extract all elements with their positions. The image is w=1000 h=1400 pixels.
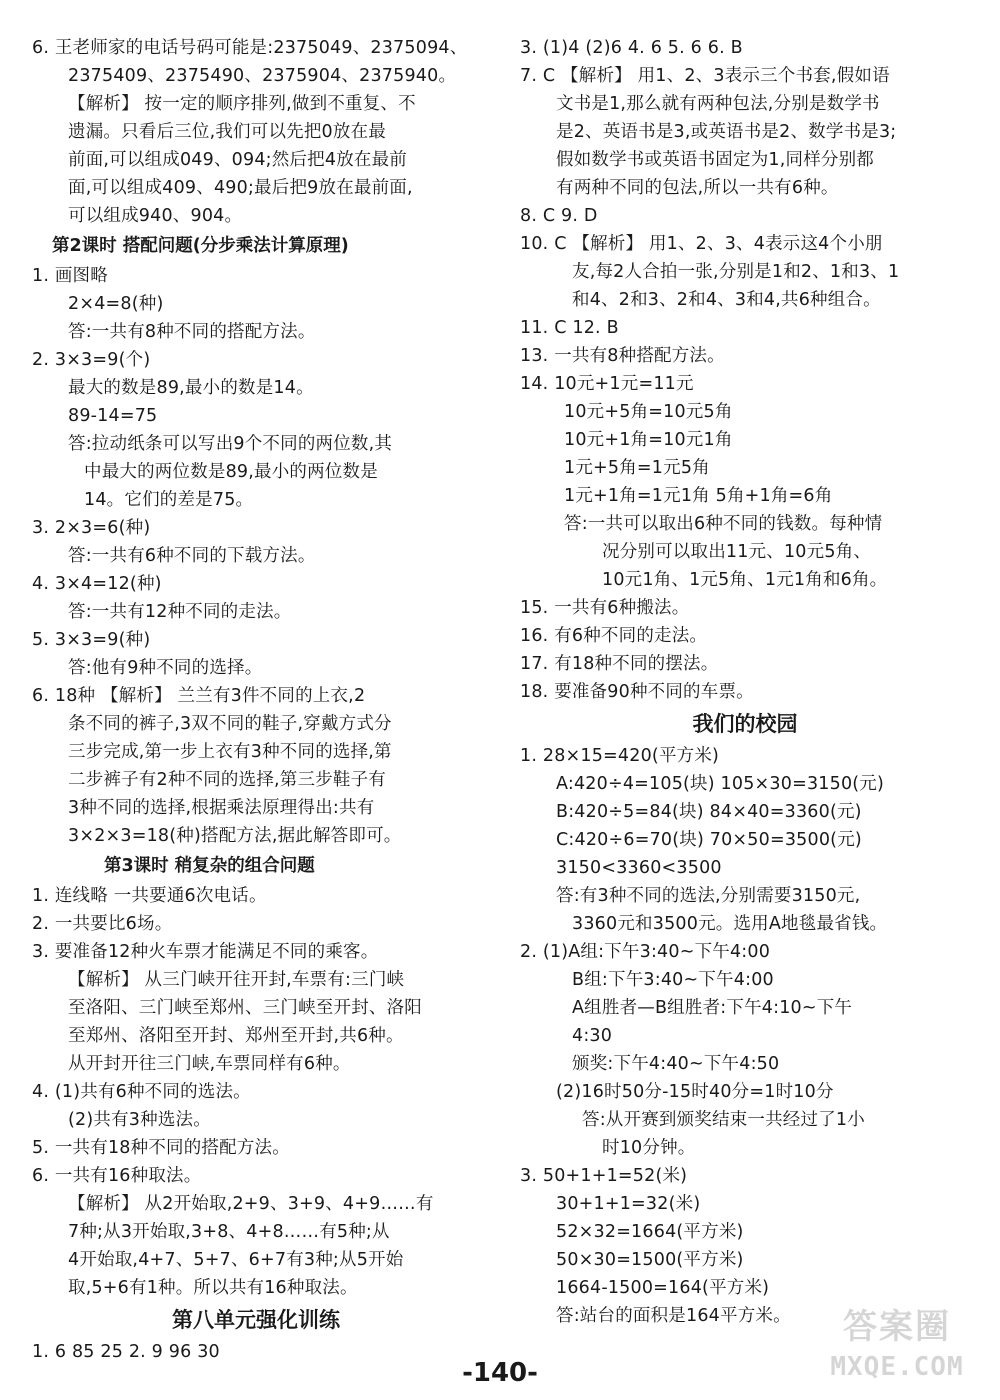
text-line: 8. C 9. D <box>520 206 598 226</box>
text-line: 颁奖:下午4:40~下午4:50 <box>572 1054 780 1074</box>
text-line: 4:30 <box>572 1026 613 1046</box>
text-line: B组:下午3:40~下午4:00 <box>572 970 774 990</box>
section-heading: 我们的校园 <box>692 712 798 736</box>
text-line: 1元+1角=1元1角 5角+1角=6角 <box>564 486 833 506</box>
text-line: 从开封开往三门峡,车票同样有6种。 <box>68 1054 351 1074</box>
text-line: 1. 28×15=420(平方米) <box>520 746 720 766</box>
text-line: 10元+5角=10元5角 <box>564 402 733 422</box>
text-line: 最大的数是89,最小的数是14。 <box>68 378 314 398</box>
text-line: 14。它们的差是75。 <box>84 490 254 510</box>
text-line: C:420÷6=70(块) 70×50=3500(元) <box>556 830 862 850</box>
text-line: 1. 画图略 <box>32 266 108 286</box>
text-line: 6. 一共有16种取法。 <box>32 1166 202 1186</box>
text-line: 1. 连线略 一共要通6次电话。 <box>32 886 267 906</box>
section-heading: 第八单元强化训练 <box>172 1308 340 1332</box>
text-line: 中最大的两位数是89,最小的两位数是 <box>84 462 378 482</box>
text-line: 取,5+6有1种。所以共有16种取法。 <box>68 1278 358 1298</box>
text-line: 时10分钟。 <box>602 1138 696 1158</box>
text-line: 30+1+1=32(米) <box>556 1194 701 1214</box>
text-line: 4. 3×4=12(种) <box>32 574 162 594</box>
text-line: 文书是1,那么就有两种包法,分别是数学书 <box>556 94 880 114</box>
text-line: 【解析】 从三门峡开往开封,车票有:三门峡 <box>68 970 405 990</box>
text-line: 有两种不同的包法,所以一共有6种。 <box>556 178 839 198</box>
text-line: 答:一共可以取出6种不同的钱数。每种情 <box>564 514 883 534</box>
text-line: 15. 一共有6种搬法。 <box>520 598 690 618</box>
text-line: 至郑州、洛阳至开封、郑州至开封,共6种。 <box>68 1026 404 1046</box>
text-line: (2)16时50分-15时40分=1时10分 <box>556 1082 834 1102</box>
text-line: 50×30=1500(平方米) <box>556 1250 744 1270</box>
text-line: 10. C 【解析】 用1、2、3、4表示这4个小朋 <box>520 234 883 254</box>
text-line: 17. 有18种不同的摆法。 <box>520 654 719 674</box>
text-line: 答:有3种不同的选法,分别需要3150元, <box>556 886 861 906</box>
text-line: 答:一共有8种不同的搭配方法。 <box>68 322 316 342</box>
text-line: 16. 有6种不同的走法。 <box>520 626 708 646</box>
text-line: 10元+1角=10元1角 <box>564 430 733 450</box>
text-line: 二步裤子有2种不同的选择,第三步鞋子有 <box>68 770 386 790</box>
text-line: 4. (1)共有6种不同的选法。 <box>32 1082 251 1102</box>
text-line: 【解析】 按一定的顺序排列,做到不重复、不 <box>68 94 416 114</box>
text-line: 7. C 【解析】 用1、2、3表示三个书套,假如语 <box>520 66 890 86</box>
text-line: 答:一共有12种不同的走法。 <box>68 602 292 622</box>
text-line: 前面,可以组成049、094;然后把4放在最前 <box>68 150 407 170</box>
right-column <box>520 34 970 1330</box>
text-line: A组胜者—B组胜者:下午4:10~下午 <box>572 998 853 1018</box>
text-line: 4开始取,4+7、5+7、6+7有3种;从5开始 <box>68 1250 404 1270</box>
lesson-heading: 第3课时 稍复杂的组合问题 <box>104 856 315 876</box>
lesson-heading: 第2课时 搭配问题(分步乘法计算原理) <box>52 236 349 256</box>
page-number: -140- <box>462 1358 538 1388</box>
text-line: 13. 一共有8种搭配方法。 <box>520 346 725 366</box>
text-line: 至洛阳、三门峡至郑州、三门峡至开封、洛阳 <box>68 998 422 1018</box>
text-line: 3×2×3=18(种)搭配方法,据此解答即可。 <box>68 826 402 846</box>
text-line: 条不同的裤子,3双不同的鞋子,穿戴方式分 <box>68 714 392 734</box>
text-line: 和4、2和3、2和4、3和4,共6种组合。 <box>572 290 881 310</box>
text-line: 89-14=75 <box>68 406 158 426</box>
text-line: 10元1角、1元5角、1元1角和6角。 <box>602 570 888 590</box>
text-line: 6. 王老师家的电话号码可能是:2375049、2375094、 <box>32 38 468 58</box>
text-line: 2. 3×3=9(个) <box>32 350 151 370</box>
text-line: 3种不同的选择,根据乘法原理得出:共有 <box>68 798 375 818</box>
text-line: 面,可以组成409、490;最后把9放在最前面, <box>68 178 413 198</box>
text-line: 遗漏。只看后三位,我们可以先把0放在最 <box>68 122 386 142</box>
text-line: 6. 18种 【解析】 兰兰有3件不同的上衣,2 <box>32 686 366 706</box>
text-line: 是2、英语书是3,或英语书是2、数学书是3; <box>556 122 897 142</box>
text-line: 3150<3360<3500 <box>556 858 722 878</box>
text-line: 3360元和3500元。选用A地毯最省钱。 <box>572 914 888 934</box>
text-line: 2. (1)A组:下午3:40~下午4:00 <box>520 942 771 962</box>
text-line: 14. 10元+1元=11元 <box>520 374 694 394</box>
text-line: 2×4=8(种) <box>68 294 164 314</box>
text-line: 答:从开赛到颁奖结束一共经过了1小 <box>582 1110 865 1130</box>
text-line: 18. 要准备90种不同的车票。 <box>520 682 754 702</box>
text-line: 2375409、2375490、2375904、2375940。 <box>68 66 457 86</box>
text-line: 3. 50+1+1=52(米) <box>520 1166 688 1186</box>
text-line: A:420÷4=105(块) 105×30=3150(元) <box>556 774 885 794</box>
text-line: 三步完成,第一步上衣有3种不同的选择,第 <box>68 742 392 762</box>
watermark-text-top: 答案圈 <box>843 1307 951 1347</box>
text-line: 2. 一共要比6场。 <box>32 914 173 934</box>
text-line: 1. 6 85 25 2. 9 96 30 <box>32 1342 220 1362</box>
text-line: 3. 要准备12种火车票才能满足不同的乘客。 <box>32 942 379 962</box>
text-line: 假如数学书或英语书固定为1,同样分别都 <box>556 150 874 170</box>
text-line: 7种;从3开始取,3+8、4+8……有5种;从 <box>68 1222 390 1242</box>
left-column <box>32 34 480 1366</box>
text-line: 况分别可以取出11元、10元5角、 <box>602 542 872 562</box>
text-line: 1664-1500=164(平方米) <box>556 1278 770 1298</box>
text-line: B:420÷5=84(块) 84×40=3360(元) <box>556 802 862 822</box>
text-line: 5. 3×3=9(种) <box>32 630 151 650</box>
text-line: 3. (1)4 (2)6 4. 6 5. 6 6. B <box>520 38 743 58</box>
text-line: 1元+5角=1元5角 <box>564 458 710 478</box>
text-line: 11. C 12. B <box>520 318 619 338</box>
text-line: 答:站台的面积是164平方米。 <box>556 1306 791 1326</box>
text-line: 3. 2×3=6(种) <box>32 518 151 538</box>
text-line: 答:一共有6种不同的下载方法。 <box>68 546 316 566</box>
text-line: 52×32=1664(平方米) <box>556 1222 744 1242</box>
text-line: 【解析】 从2开始取,2+9、3+9、4+9……有 <box>68 1194 434 1214</box>
text-line: 可以组成940、904。 <box>68 206 243 226</box>
watermark-logo <box>808 1304 986 1390</box>
watermark-text-bottom: MXQE.COM <box>830 1352 964 1382</box>
text-line: 答:拉动纸条可以写出9个不同的两位数,其 <box>68 434 393 454</box>
text-line: 5. 一共有18种不同的搭配方法。 <box>32 1138 290 1158</box>
text-line: (2)共有3种选法。 <box>68 1110 211 1130</box>
text-line: 友,每2人合拍一张,分别是1和2、1和3、1 <box>572 262 900 282</box>
text-line: 答:他有9种不同的选择。 <box>68 658 263 678</box>
